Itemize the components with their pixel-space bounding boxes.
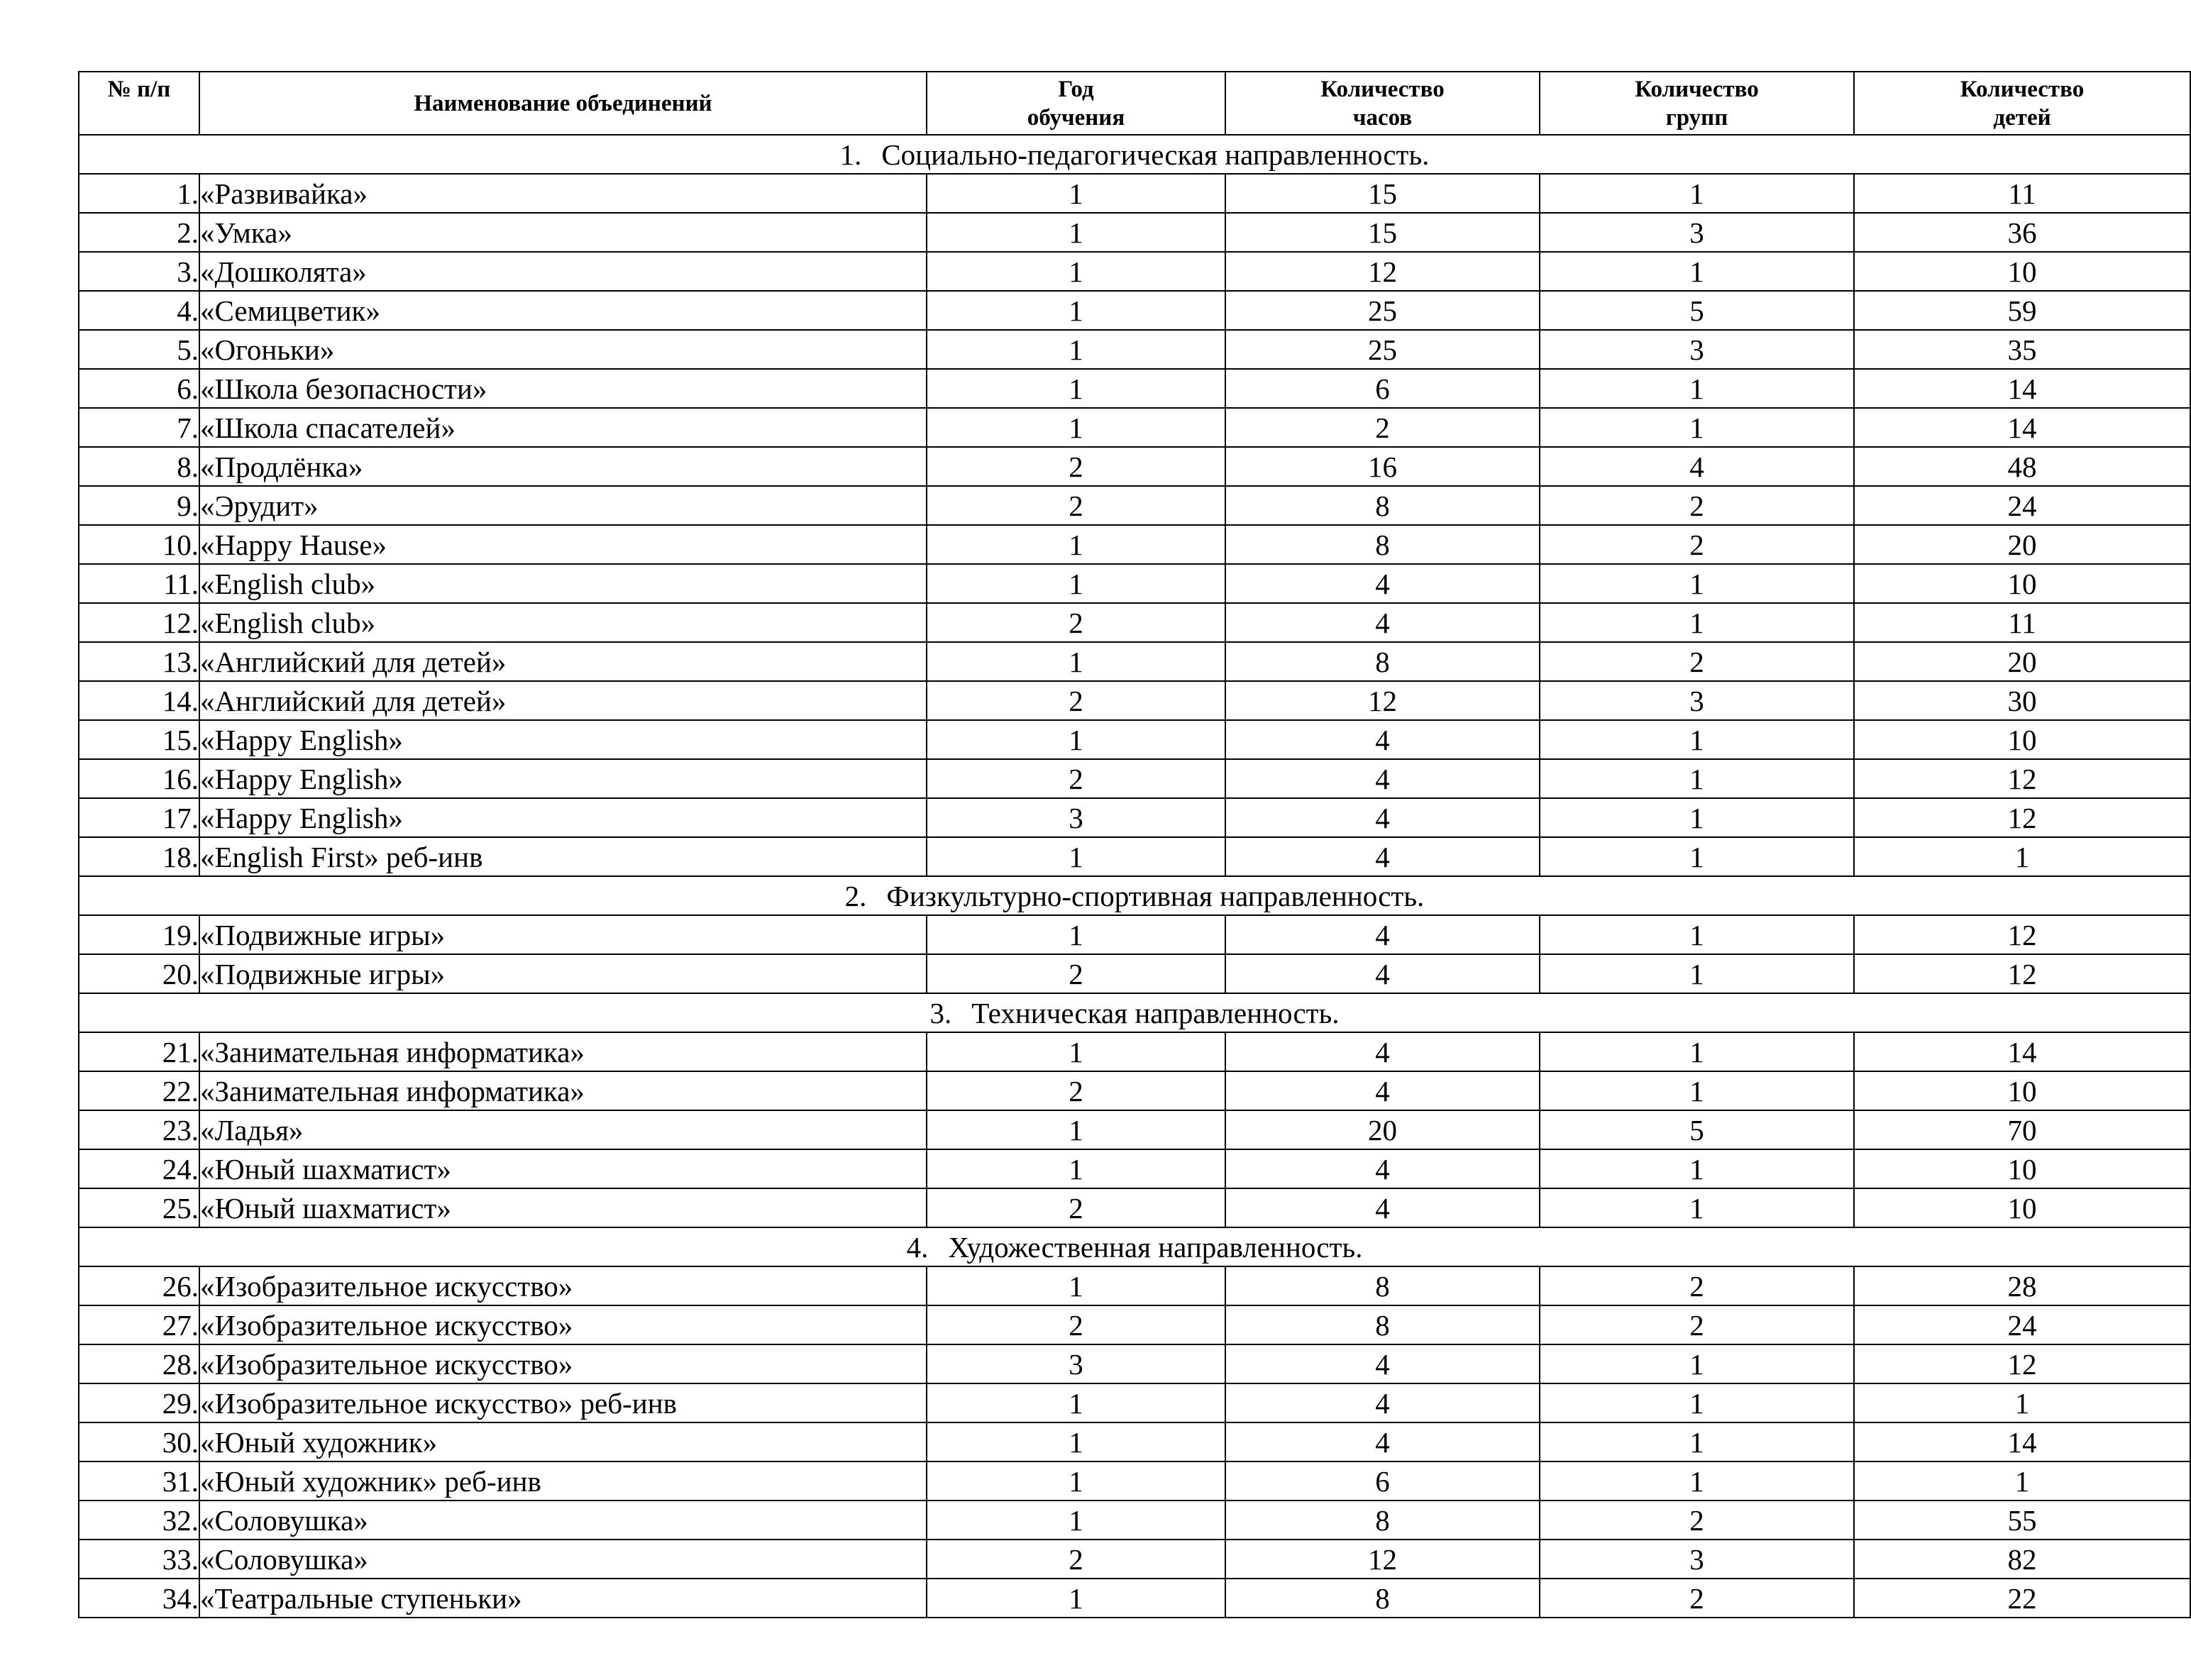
study-year: 1	[927, 213, 1225, 252]
groups-count: 1	[1540, 1422, 1854, 1461]
groups-count: 2	[1540, 486, 1854, 525]
association-name: «Изобразительное искусство» реб-инв	[199, 1383, 927, 1422]
groups-count: 2	[1540, 642, 1854, 681]
header-year-line1: Год	[1058, 76, 1094, 102]
hours-count: 25	[1225, 291, 1540, 330]
children-count: 10	[1854, 1071, 2190, 1110]
hours-count: 4	[1225, 1071, 1540, 1110]
children-count: 20	[1854, 525, 2190, 564]
groups-count: 2	[1540, 1501, 1854, 1540]
children-count: 20	[1854, 642, 2190, 681]
children-count: 10	[1854, 564, 2190, 603]
hours-count: 8	[1225, 642, 1540, 681]
study-year: 1	[927, 1422, 1225, 1461]
table-row	[79, 213, 2190, 252]
hours-count: 8	[1225, 1305, 1540, 1344]
children-count: 24	[1854, 1305, 2190, 1344]
table-row	[79, 408, 2190, 447]
hours-count: 4	[1225, 564, 1540, 603]
study-year: 1	[927, 1501, 1225, 1540]
study-year: 1	[927, 564, 1225, 603]
association-name: «Огоньки»	[199, 330, 927, 369]
table-row	[79, 291, 2190, 330]
row-number: 6.	[79, 369, 199, 408]
association-name: «Соловушка»	[199, 1540, 927, 1579]
association-name: «Happy Hause»	[199, 525, 927, 564]
study-year: 2	[927, 681, 1225, 720]
row-number: 1.	[79, 174, 199, 213]
children-count: 28	[1854, 1266, 2190, 1305]
table-row	[79, 369, 2190, 408]
groups-count: 1	[1540, 603, 1854, 642]
association-name: «Изобразительное искусство»	[199, 1344, 927, 1383]
groups-count: 5	[1540, 1110, 1854, 1149]
groups-count: 1	[1540, 252, 1854, 291]
children-count: 1	[1854, 837, 2190, 876]
association-name: «Happy English»	[199, 720, 927, 759]
groups-count: 1	[1540, 954, 1854, 993]
row-number: 32.	[79, 1501, 199, 1540]
row-number: 11.	[79, 564, 199, 603]
hours-count: 4	[1225, 1422, 1540, 1461]
hours-count: 12	[1225, 681, 1540, 720]
table-row	[79, 681, 2190, 720]
row-number: 19.	[79, 915, 199, 954]
children-count: 1	[1854, 1383, 2190, 1422]
study-year: 2	[927, 447, 1225, 486]
children-count: 11	[1854, 603, 2190, 642]
children-count: 35	[1854, 330, 2190, 369]
hours-count: 4	[1225, 759, 1540, 798]
study-year: 1	[927, 525, 1225, 564]
association-name: «Школа безопасности»	[199, 369, 927, 408]
association-name: «Английский для детей»	[199, 642, 927, 681]
study-year: 2	[927, 1305, 1225, 1344]
hours-count: 8	[1225, 525, 1540, 564]
table-row	[79, 1461, 2190, 1501]
study-year: 2	[927, 954, 1225, 993]
hours-count: 4	[1225, 1188, 1540, 1227]
header-children	[1854, 72, 2190, 135]
header-row	[79, 72, 2190, 135]
row-number: 24.	[79, 1149, 199, 1188]
table-row	[79, 603, 2190, 642]
groups-count: 3	[1540, 1540, 1854, 1579]
hours-count: 15	[1225, 213, 1540, 252]
groups-count: 1	[1540, 1149, 1854, 1188]
study-year: 1	[927, 1461, 1225, 1501]
table-row	[79, 1501, 2190, 1540]
hours-count: 15	[1225, 174, 1540, 213]
association-name: «Театральные ступеньки»	[199, 1579, 927, 1618]
children-count: 10	[1854, 252, 2190, 291]
groups-count: 2	[1540, 525, 1854, 564]
groups-count: 3	[1540, 330, 1854, 369]
section-heading	[79, 135, 2190, 174]
groups-count: 5	[1540, 291, 1854, 330]
table-row	[79, 1579, 2190, 1618]
hours-count: 4	[1225, 954, 1540, 993]
children-count: 14	[1854, 1032, 2190, 1071]
header-hours	[1225, 72, 1540, 135]
row-number: 30.	[79, 1422, 199, 1461]
hours-count: 8	[1225, 486, 1540, 525]
study-year: 1	[927, 252, 1225, 291]
association-name: «Продлёнка»	[199, 447, 927, 486]
row-number: 20.	[79, 954, 199, 993]
association-name: «Занимательная информатика»	[199, 1032, 927, 1071]
children-count: 11	[1854, 174, 2190, 213]
children-count: 36	[1854, 213, 2190, 252]
hours-count: 4	[1225, 1032, 1540, 1071]
groups-count: 4	[1540, 447, 1854, 486]
association-name: «Эрудит»	[199, 486, 927, 525]
section-title: Художественная направленность.	[948, 1230, 1363, 1264]
section-index: 2.	[844, 879, 867, 912]
hours-count: 4	[1225, 720, 1540, 759]
children-count: 1	[1854, 1461, 2190, 1501]
table-row	[79, 1110, 2190, 1149]
association-name: «Школа спасателей»	[199, 408, 927, 447]
study-year: 1	[927, 837, 1225, 876]
table-row	[79, 1032, 2190, 1071]
study-year: 1	[927, 1149, 1225, 1188]
study-year: 2	[927, 1071, 1225, 1110]
section-index: 4.	[906, 1230, 929, 1264]
header-children-line1: Количество	[1960, 76, 2085, 102]
row-number: 34.	[79, 1579, 199, 1618]
association-name: «Английский для детей»	[199, 681, 927, 720]
table-row	[79, 642, 2190, 681]
association-name: «English club»	[199, 603, 927, 642]
children-count: 12	[1854, 798, 2190, 837]
groups-count: 1	[1540, 1032, 1854, 1071]
children-count: 55	[1854, 1501, 2190, 1540]
association-name: «Подвижные игры»	[199, 954, 927, 993]
study-year: 2	[927, 603, 1225, 642]
children-count: 12	[1854, 1344, 2190, 1383]
row-number: 13.	[79, 642, 199, 681]
table-header	[79, 72, 2190, 135]
study-year: 1	[927, 642, 1225, 681]
table-row	[79, 1540, 2190, 1579]
row-number: 27.	[79, 1305, 199, 1344]
row-number: 16.	[79, 759, 199, 798]
hours-count: 4	[1225, 915, 1540, 954]
row-number: 33.	[79, 1540, 199, 1579]
row-number: 9.	[79, 486, 199, 525]
groups-count: 1	[1540, 1383, 1854, 1422]
children-count: 12	[1854, 954, 2190, 993]
header-hours-line1: Количество	[1320, 76, 1445, 102]
row-number: 2.	[79, 213, 199, 252]
hours-count: 4	[1225, 1149, 1540, 1188]
association-name: «Семицветик»	[199, 291, 927, 330]
association-name: «Изобразительное искусство»	[199, 1266, 927, 1305]
hours-count: 25	[1225, 330, 1540, 369]
table-row	[79, 1383, 2190, 1422]
section-heading	[79, 1227, 2190, 1266]
row-number: 25.	[79, 1188, 199, 1227]
study-year: 1	[927, 1266, 1225, 1305]
hours-count: 12	[1225, 252, 1540, 291]
study-year: 2	[927, 1540, 1225, 1579]
study-year: 3	[927, 1344, 1225, 1383]
hours-count: 6	[1225, 1461, 1540, 1501]
header-year	[927, 72, 1225, 135]
association-name: «Занимательная информатика»	[199, 1071, 927, 1110]
table-row	[79, 1422, 2190, 1461]
groups-count: 1	[1540, 720, 1854, 759]
hours-count: 8	[1225, 1501, 1540, 1540]
study-year: 2	[927, 486, 1225, 525]
children-count: 10	[1854, 720, 2190, 759]
study-year: 1	[927, 915, 1225, 954]
study-year: 1	[927, 720, 1225, 759]
hours-count: 8	[1225, 1266, 1540, 1305]
row-number: 10.	[79, 525, 199, 564]
table-row	[79, 174, 2190, 213]
association-name: «Ладья»	[199, 1110, 927, 1149]
hours-count: 6	[1225, 369, 1540, 408]
table-row	[79, 837, 2190, 876]
section-row	[79, 876, 2190, 915]
section-title: Физкультурно-спортивная направленность.	[886, 879, 1425, 912]
table-row	[79, 1188, 2190, 1227]
table-row	[79, 330, 2190, 369]
association-name: «Юный художник»	[199, 1422, 927, 1461]
row-number: 7.	[79, 408, 199, 447]
hours-count: 12	[1225, 1540, 1540, 1579]
association-name: «Дошколята»	[199, 252, 927, 291]
association-name: «Юный шахматист»	[199, 1149, 927, 1188]
header-name: Наименование объединений	[199, 72, 927, 135]
association-name: «English First» реб-инв	[199, 837, 927, 876]
study-year: 1	[927, 1579, 1225, 1618]
table-row	[79, 915, 2190, 954]
document-page	[78, 71, 2190, 1618]
header-groups-line1: Количество	[1635, 76, 1759, 102]
children-count: 14	[1854, 408, 2190, 447]
hours-count: 4	[1225, 603, 1540, 642]
row-number: 12.	[79, 603, 199, 642]
children-count: 10	[1854, 1149, 2190, 1188]
hours-count: 20	[1225, 1110, 1540, 1149]
row-number: 18.	[79, 837, 199, 876]
table-row	[79, 1071, 2190, 1110]
study-year: 1	[927, 1383, 1225, 1422]
row-number: 14.	[79, 681, 199, 720]
header-num: № п/п	[79, 72, 199, 135]
associations-table	[78, 71, 2191, 1618]
table-row	[79, 798, 2190, 837]
groups-count: 1	[1540, 369, 1854, 408]
study-year: 1	[927, 174, 1225, 213]
groups-count: 1	[1540, 837, 1854, 876]
hours-count: 8	[1225, 1579, 1540, 1618]
row-number: 15.	[79, 720, 199, 759]
section-title: Техническая направленность.	[971, 996, 1340, 1029]
row-number: 5.	[79, 330, 199, 369]
groups-count: 1	[1540, 1344, 1854, 1383]
study-year: 1	[927, 1032, 1225, 1071]
groups-count: 1	[1540, 915, 1854, 954]
groups-count: 1	[1540, 798, 1854, 837]
study-year: 2	[927, 759, 1225, 798]
section-row	[79, 993, 2190, 1032]
row-number: 4.	[79, 291, 199, 330]
association-name: «Юный художник» реб-инв	[199, 1461, 927, 1501]
section-heading	[79, 876, 2190, 915]
section-title: Социально-педагогическая направленность.	[881, 138, 1430, 171]
groups-count: 3	[1540, 681, 1854, 720]
row-number: 29.	[79, 1383, 199, 1422]
study-year: 1	[927, 369, 1225, 408]
groups-count: 1	[1540, 1071, 1854, 1110]
table-row	[79, 447, 2190, 486]
children-count: 10	[1854, 1188, 2190, 1227]
header-groups-line2: групп	[1665, 104, 1728, 131]
section-row	[79, 135, 2190, 174]
row-number: 3.	[79, 252, 199, 291]
study-year: 3	[927, 798, 1225, 837]
row-number: 23.	[79, 1110, 199, 1149]
hours-count: 4	[1225, 798, 1540, 837]
hours-count: 16	[1225, 447, 1540, 486]
row-number: 22.	[79, 1071, 199, 1110]
row-number: 26.	[79, 1266, 199, 1305]
groups-count: 1	[1540, 564, 1854, 603]
hours-count: 4	[1225, 837, 1540, 876]
section-row	[79, 1227, 2190, 1266]
association-name: «Юный шахматист»	[199, 1188, 927, 1227]
association-name: «Развивайка»	[199, 174, 927, 213]
association-name: «Happy English»	[199, 798, 927, 837]
children-count: 14	[1854, 1422, 2190, 1461]
table-row	[79, 1305, 2190, 1344]
table-row	[79, 954, 2190, 993]
table-row	[79, 486, 2190, 525]
header-year-line2: обучения	[1027, 104, 1125, 131]
children-count: 24	[1854, 486, 2190, 525]
groups-count: 2	[1540, 1305, 1854, 1344]
children-count: 70	[1854, 1110, 2190, 1149]
header-groups	[1540, 72, 1854, 135]
table-row	[79, 564, 2190, 603]
hours-count: 4	[1225, 1344, 1540, 1383]
groups-count: 1	[1540, 408, 1854, 447]
study-year: 1	[927, 408, 1225, 447]
study-year: 2	[927, 1188, 1225, 1227]
section-index: 1.	[839, 138, 862, 171]
table-row	[79, 252, 2190, 291]
groups-count: 1	[1540, 759, 1854, 798]
section-index: 3.	[929, 996, 952, 1029]
table-row	[79, 1266, 2190, 1305]
section-heading	[79, 993, 2190, 1032]
children-count: 12	[1854, 915, 2190, 954]
table-row	[79, 759, 2190, 798]
table-row	[79, 525, 2190, 564]
children-count: 59	[1854, 291, 2190, 330]
children-count: 48	[1854, 447, 2190, 486]
row-number: 28.	[79, 1344, 199, 1383]
association-name: «Happy English»	[199, 759, 927, 798]
row-number: 17.	[79, 798, 199, 837]
groups-count: 2	[1540, 1579, 1854, 1618]
association-name: «English club»	[199, 564, 927, 603]
children-count: 22	[1854, 1579, 2190, 1618]
row-number: 21.	[79, 1032, 199, 1071]
header-hours-line2: часов	[1352, 104, 1413, 131]
children-count: 14	[1854, 369, 2190, 408]
hours-count: 4	[1225, 1383, 1540, 1422]
children-count: 82	[1854, 1540, 2190, 1579]
row-number: 31.	[79, 1461, 199, 1501]
association-name: «Соловушка»	[199, 1501, 927, 1540]
association-name: «Умка»	[199, 213, 927, 252]
groups-count: 3	[1540, 213, 1854, 252]
table-body	[79, 135, 2190, 1618]
association-name: «Изобразительное искусство»	[199, 1305, 927, 1344]
hours-count: 2	[1225, 408, 1540, 447]
children-count: 12	[1854, 759, 2190, 798]
row-number: 8.	[79, 447, 199, 486]
groups-count: 1	[1540, 174, 1854, 213]
groups-count: 1	[1540, 1461, 1854, 1501]
table-row	[79, 1149, 2190, 1188]
association-name: «Подвижные игры»	[199, 915, 927, 954]
groups-count: 2	[1540, 1266, 1854, 1305]
study-year: 1	[927, 1110, 1225, 1149]
header-children-line2: детей	[1993, 104, 2051, 131]
children-count: 30	[1854, 681, 2190, 720]
table-row	[79, 720, 2190, 759]
study-year: 1	[927, 330, 1225, 369]
study-year: 1	[927, 291, 1225, 330]
table-row	[79, 1344, 2190, 1383]
groups-count: 1	[1540, 1188, 1854, 1227]
